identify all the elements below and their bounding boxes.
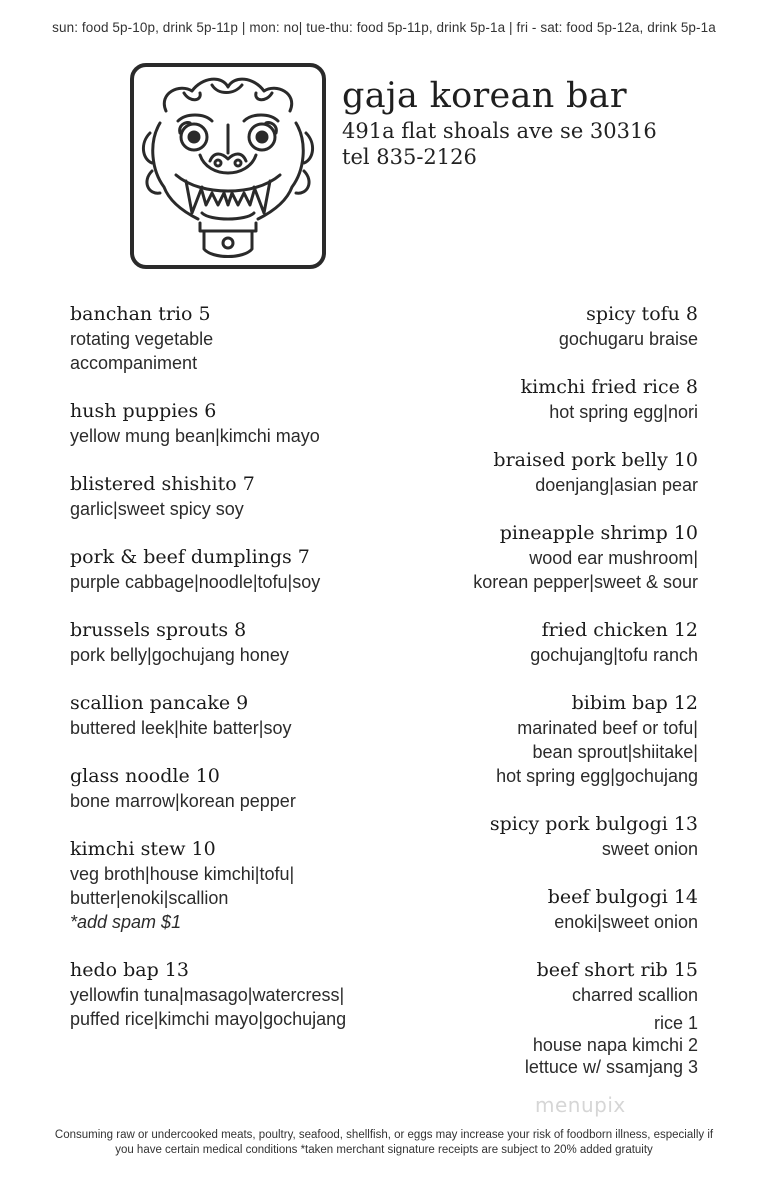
menu-item-description: gochujang|tofu ranch	[530, 645, 698, 665]
menu-item-title	[318, 301, 698, 327]
menu-item-title	[318, 447, 698, 473]
menu-item-name: beef short rib	[536, 959, 668, 981]
menu-item-name: kimchi stew	[70, 838, 186, 860]
restaurant-phone: tel 835-2126	[342, 145, 477, 169]
menu-item	[318, 957, 698, 1007]
menu-item-name: hedo bap	[70, 959, 159, 981]
menu-item-description: korean pepper|sweet & sour	[473, 572, 698, 592]
menu-item-description: sweet onion	[601, 839, 698, 859]
hours-banner: sun: food 5p-10p, drink 5p-11p | mon: no| tue-thu: food 5p-11p, drink 5p-1a | fri - sat: food 5p-12a, drink 5p-1a	[52, 20, 716, 35]
menu-item-price: 13	[164, 959, 189, 981]
menu-item-name: spicy tofu	[586, 303, 680, 325]
menu-item	[318, 301, 698, 351]
menu-item-description: yellowfin tuna|masago|watercress|	[70, 985, 345, 1005]
menu-item-description: hot spring egg|nori	[549, 402, 698, 422]
menu-item-price: 7	[242, 473, 255, 495]
menu-item-description: puffed rice|kimchi mayo|gochujang	[70, 1009, 347, 1029]
menu-item-name: blistered shishito	[70, 473, 237, 495]
menu-item-price: 8	[685, 376, 698, 398]
menu-item-price: 5	[198, 303, 211, 325]
menu-item	[318, 617, 698, 667]
menu-item-description: hot spring egg|gochujang	[496, 766, 698, 786]
menu-item-description: accompaniment	[70, 353, 198, 373]
menu-item-description: pork belly|gochujang honey	[70, 645, 289, 665]
menu-item-description: marinated beef or tofu|	[517, 718, 698, 738]
menu-item-name: banchan trio	[70, 303, 193, 325]
menu-item-title	[318, 520, 698, 546]
menu-item-description: bone marrow|korean pepper	[70, 791, 296, 811]
menu-item-description: purple cabbage|noodle|tofu|soy	[70, 572, 321, 592]
menu-item-description: rotating vegetable	[70, 329, 214, 349]
menu-item-description: buttered leek|hite batter|soy	[70, 718, 292, 738]
disclaimer-line-2: you have certain medical conditions *taken merchant signature receipts are subject to 20% added gratuity	[115, 1144, 653, 1156]
menu-item-name: pork & beef dumplings	[70, 546, 292, 568]
menu-item-name: fried chicken	[541, 619, 668, 641]
side-item: rice 1	[653, 1013, 698, 1033]
menu-item-price: 8	[234, 619, 247, 641]
menu-item-price: 8	[685, 303, 698, 325]
menu-item-description: yellow mung bean|kimchi mayo	[70, 426, 320, 446]
menu-item-title	[318, 617, 698, 643]
haetae-lion-mask-icon	[130, 63, 326, 269]
menu-item-description: doenjang|asian pear	[535, 475, 698, 495]
menu-item-description: butter|enoki|scallion	[70, 888, 229, 908]
menu-item-note: *add spam $1	[70, 912, 182, 932]
menu-item-price: 6	[204, 400, 217, 422]
menu-item-description: enoki|sweet onion	[554, 912, 698, 932]
menu-item-name: bibim bap	[571, 692, 668, 714]
menu-item-description: charred scallion	[571, 985, 698, 1005]
restaurant-address: 491a flat shoals ave se 30316	[342, 119, 657, 143]
menu-item-price: 10	[673, 449, 698, 471]
menu-item-price: 13	[673, 813, 698, 835]
restaurant-name: gaja korean bar	[342, 76, 627, 116]
menu-item	[318, 690, 698, 788]
side-item: house napa kimchi 2	[532, 1035, 698, 1055]
menu-item	[318, 520, 698, 594]
menu-item	[318, 374, 698, 424]
menu-item-name: pineapple shrimp	[499, 522, 668, 544]
menu-item-price: 10	[195, 765, 220, 787]
side-item: lettuce w/ ssamjang 3	[524, 1057, 698, 1077]
menu-item	[318, 447, 698, 497]
watermark: menupix	[535, 1093, 626, 1117]
menu-item-title	[318, 884, 698, 910]
menu-item-description: veg broth|house kimchi|tofu|	[70, 864, 295, 884]
menu-item-price: 10	[673, 522, 698, 544]
sides-list	[525, 1012, 698, 1078]
menu-item-name: beef bulgogi	[547, 886, 668, 908]
menu-item-description: bean sprout|shiitake|	[532, 742, 698, 762]
menu-item-name: braised pork belly	[493, 449, 668, 471]
menu-item-price: 10	[191, 838, 216, 860]
menu-item-name: hush puppies	[70, 400, 199, 422]
menu-item	[318, 884, 698, 934]
menu-item-price: 15	[673, 959, 698, 981]
footer-disclaimer	[0, 1128, 768, 1158]
disclaimer-line-1: Consuming raw or undercooked meats, poultry, seafood, shellfish, or eggs may increase your risk of foodborn illness, especially if	[54, 1129, 714, 1141]
menu-item-description: garlic|sweet spicy soy	[70, 499, 244, 519]
menu-item-price: 12	[673, 619, 698, 641]
menu-item-title	[318, 690, 698, 716]
menu-item-name: brussels sprouts	[70, 619, 229, 641]
menu-column-right	[318, 301, 698, 1030]
menu-item-price: 14	[673, 886, 698, 908]
menu-item-title	[318, 957, 698, 983]
menu-item-title	[318, 811, 698, 837]
menu-item-price: 12	[673, 692, 698, 714]
restaurant-info	[342, 74, 657, 170]
menu-item-name: kimchi fried rice	[520, 376, 680, 398]
menu-item	[318, 811, 698, 861]
menu-item-price: 9	[236, 692, 249, 714]
menu-item-name: glass noodle	[70, 765, 190, 787]
menu-item-price: 7	[297, 546, 310, 568]
menu-item-description: wood ear mushroom|	[529, 548, 698, 568]
menu-item-name: scallion pancake	[70, 692, 231, 714]
menu-item-description: gochugaru braise	[558, 329, 698, 349]
menu-item-title	[318, 374, 698, 400]
menu-item-name: spicy pork bulgogi	[489, 813, 668, 835]
